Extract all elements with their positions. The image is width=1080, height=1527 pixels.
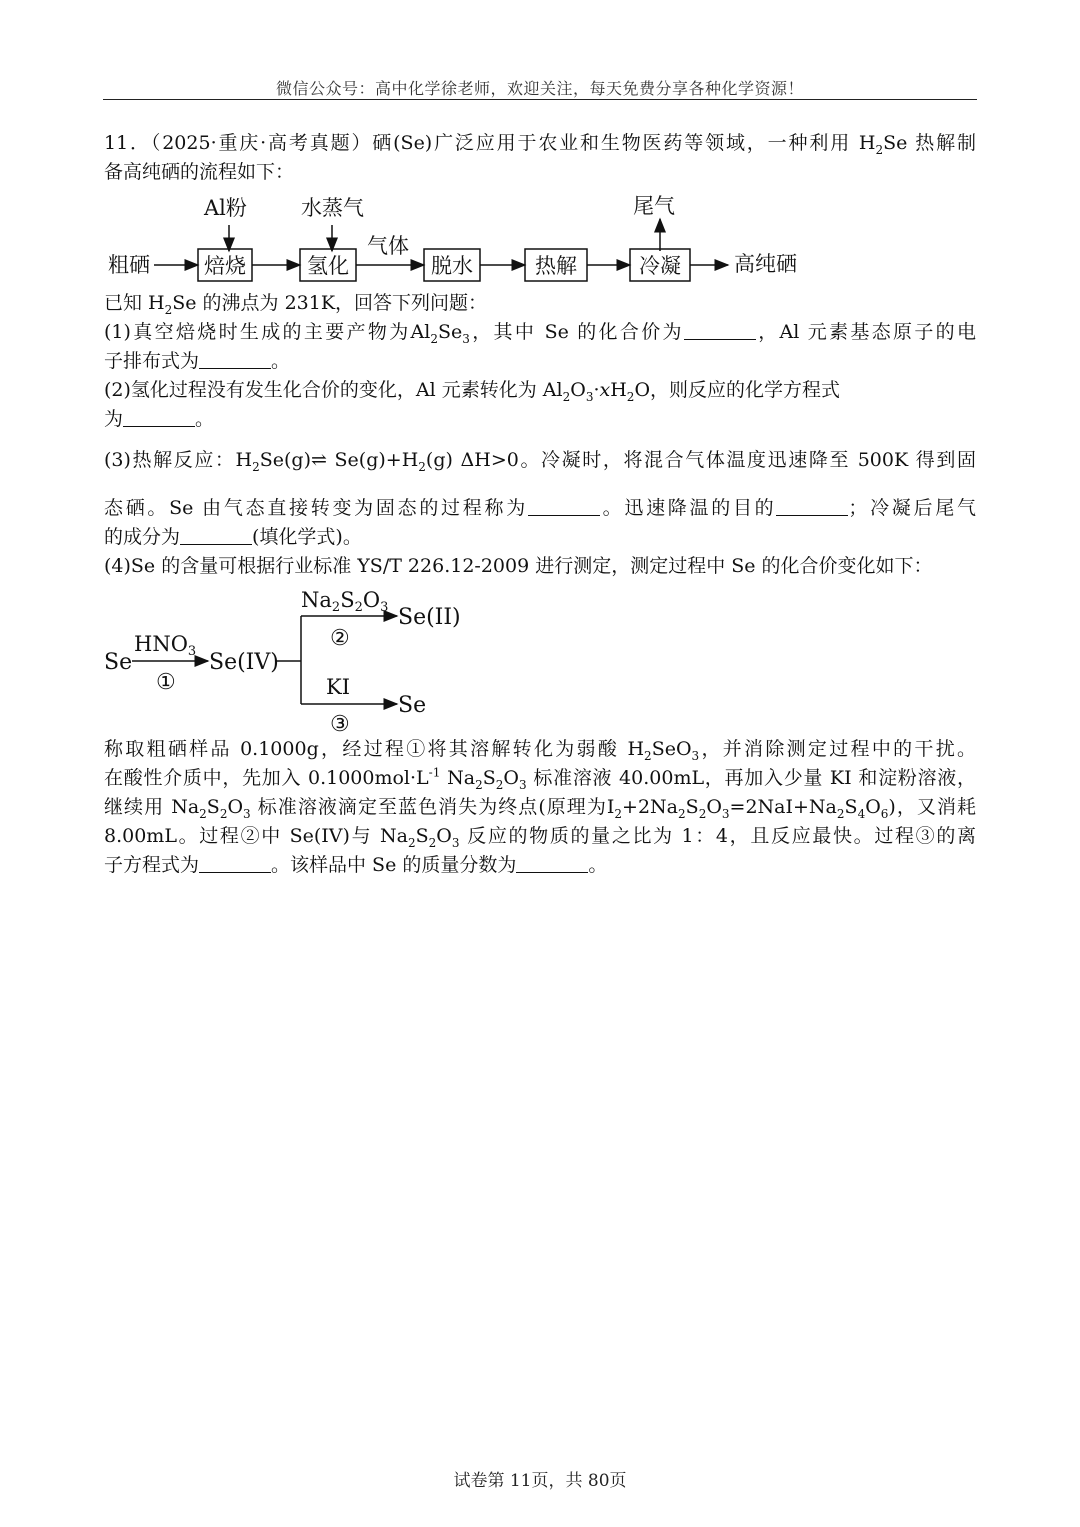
- para-l5a: 子方程式为: [104, 854, 200, 876]
- known-a: 已知 H: [104, 292, 165, 314]
- q1-f: 。: [271, 350, 291, 372]
- q2-e: H: [610, 379, 627, 401]
- para-l2b: -1: [428, 765, 441, 780]
- page-footer: 试卷第 11页，共 80页: [453, 1471, 627, 1491]
- para-l3c: O: [227, 796, 244, 818]
- q2-blank[interactable]: [123, 407, 195, 427]
- para-line-4: 8.00mL。过程②中 Se(IV)与 $Na_2S_2O_3$ 反应的物质的量之比为 1：4，且反应最快。过程③的离: [104, 825, 976, 850]
- intro-text-end: Se 热解制: [883, 132, 976, 154]
- se-end: Se: [398, 693, 427, 718]
- para-l1b: SeO: [651, 738, 692, 760]
- para-l4a: 8.00mL。过程②中 Se(IV)与 Na: [104, 825, 408, 847]
- intro-line-2: 备高纯硒的流程如下：: [104, 161, 295, 183]
- q3-d: 态硒。Se 由气态直接转变为固态的过程称为: [104, 497, 528, 519]
- para-l3b: S: [206, 796, 220, 818]
- q3-h: (填化学式)。: [252, 526, 362, 548]
- q2-g: 为: [104, 408, 124, 430]
- q4-line-1: (4)Se 的含量可根据行业标准 YS/T 226.12-2009 进行测定，测定过程中 Se 的化合价变化如下：: [104, 555, 933, 577]
- para-l4c: O: [436, 825, 452, 847]
- problem-body: [104, 129, 976, 880]
- q1-line-1: (1)真空焙烧时生成的主要产物为$Al_2Se_3$，其中 Se 的化合价为 ，Al 元素基态原子的电: [104, 321, 977, 346]
- start-crude-se: 粗硒: [108, 253, 150, 277]
- para-l3f: S: [685, 796, 699, 818]
- step-pyrolysis: 热解: [535, 254, 577, 278]
- q1-blank-1[interactable]: [684, 320, 756, 340]
- para-l5c: 。: [588, 854, 608, 876]
- q2-d: x: [599, 379, 611, 401]
- q3-blank-1[interactable]: [528, 496, 600, 516]
- q3-line-3: [104, 523, 976, 552]
- para-l3h: =2NaI+Na: [729, 796, 837, 818]
- q1-d: ，Al 元素基态原子的电: [755, 321, 977, 343]
- q1-line-2: [104, 347, 976, 376]
- q2-a: (2)氢化过程没有发生化合价的变化，Al 元素转化为 Al: [104, 379, 563, 401]
- para-l2c: Na: [440, 767, 476, 789]
- q3-line-2: [104, 494, 976, 523]
- q1-b: Se: [437, 321, 463, 343]
- exhaust-label: 尾气: [633, 194, 675, 218]
- q3-blank-2[interactable]: [776, 496, 848, 516]
- step2-marker: ②: [330, 626, 350, 651]
- step-roast: 焙烧: [204, 254, 246, 278]
- step3-marker: ③: [330, 712, 350, 735]
- q3-blank-3[interactable]: [180, 525, 252, 545]
- para-l4d: 反应的物质的量之比为 1：4，且反应最快。过程③的离: [459, 825, 976, 847]
- gas-label: 气体: [367, 234, 409, 258]
- q3-e: 。迅速降温的目的: [599, 497, 777, 519]
- ki-reagent: KI: [326, 675, 350, 699]
- step-hydrogenate: 氢化: [307, 254, 349, 278]
- hno3-reagent: HNO3: [134, 632, 197, 659]
- q2-line-1: (2)氢化过程没有发生化合价的变化，Al 元素转化为 $Al_2O_3\cdot xH_2O$，则反应的化学方程式: [104, 379, 841, 404]
- para-line-3: 继续用 $Na_2S_2O_3$ 标准溶液滴定至蓝色消失为终点(原理为$I_2+2Na_2S_2O_3=2NaI+Na_2S_4O_6$)，又消耗: [104, 796, 976, 821]
- para-l4b: S: [415, 825, 429, 847]
- mass-fraction-blank[interactable]: [516, 853, 588, 873]
- na2s2o3-reagent: Na2S2O3: [301, 589, 389, 615]
- intro-text: 11．（2025·重庆·高考真题）硒(Se)广泛应用于农业和生物医药等领域，一种利用 H: [104, 132, 876, 154]
- para-l1a: 称取粗硒样品 0.1000g，经过程①将其溶解转化为弱酸 H: [104, 738, 645, 760]
- input-steam: 水蒸气: [301, 196, 364, 220]
- ionic-equation-blank[interactable]: [199, 853, 271, 873]
- q3-b: Se(g)⇌ Se(g)+H: [259, 449, 419, 471]
- page-header: 微信公众号：高中化学徐老师，欢迎关注，每天免费分享各种化学资源！: [275, 79, 804, 98]
- step-condense: 冷凝: [639, 254, 681, 278]
- step1-marker: ①: [156, 670, 176, 695]
- q1-c: ，其中 Se 的化合价为: [469, 321, 684, 343]
- q2-f: O，则反应的化学方程式: [634, 379, 841, 401]
- para-l3k: )，又消耗: [888, 796, 976, 818]
- q1-e: 子排布式为: [104, 350, 200, 372]
- q3-a: (3)热解反应：H: [104, 449, 253, 471]
- q1-a: (1)真空焙烧时生成的主要产物为Al: [104, 321, 431, 343]
- q3-g: 的成分为: [104, 526, 181, 548]
- se-valence-diagram: [104, 589, 976, 735]
- q3-line-1: (3)热解反应：$H_2Se(g)\rightleftharpoons$ $Se(g)+H_2(g)$ ΔH>0。冷凝时，将混合气体温度迅速降至 500K 得到固: [104, 449, 976, 474]
- para-l2e: O: [503, 767, 519, 789]
- para-l3j: O: [865, 796, 881, 818]
- q1-blank-2[interactable]: [199, 349, 271, 369]
- q2-c: ·: [593, 379, 600, 401]
- process-flowchart: [104, 187, 976, 289]
- para-l2f: 标准溶液 40.00mL，再加入少量 KI 和淀粉溶液，: [526, 767, 976, 789]
- product-pure-se: 高纯硒: [734, 252, 797, 276]
- para-line-1: 称取粗硒样品 0.1000g，经过程①将其溶解转化为弱酸 $H_2SeO_3$，并消除测定过程中的干扰。: [104, 738, 976, 763]
- header-divider: [103, 99, 977, 100]
- step-dehydrate: 脱水: [431, 254, 473, 278]
- q3-f: ；冷凝后尾气: [848, 497, 976, 519]
- para-l3d: 标准溶液滴定至蓝色消失为终点(原理为I: [250, 796, 615, 818]
- q3-c: (g) ΔH>0。冷凝时，将混合气体温度迅速降至 500K 得到固: [425, 449, 976, 471]
- known-b: Se 的沸点为 231K，回答下列问题：: [172, 292, 488, 314]
- input-al-powder: Al粉: [204, 196, 247, 220]
- para-l3e: +2Na: [622, 796, 679, 818]
- para-l3i: S: [844, 796, 858, 818]
- q2-line-2: [104, 405, 976, 434]
- se-ii: Se(II): [398, 605, 461, 630]
- q2-b: O: [570, 379, 586, 401]
- se-start: Se: [104, 650, 133, 675]
- para-line-2: 在酸性介质中，先加入 $0.1000mol\cdot L^{-1}$ $Na_2S_2O_3$ 标准溶液 40.00mL，再加入少量 KI 和淀粉溶液，: [104, 765, 976, 792]
- para-line-5: [104, 851, 976, 880]
- q2-h: 。: [195, 408, 215, 430]
- intro-line-1: 11．（2025·重庆·高考真题）硒(Se)广泛应用于农业和生物医药等领域，一种利用 $H_2Se$ 热解制: [104, 132, 976, 157]
- para-l2a: 在酸性介质中，先加入 0.1000mol·L: [104, 767, 429, 789]
- known-line: 已知 $H_2Se$ 的沸点为 231K，回答下列问题：: [104, 292, 488, 317]
- para-l2d: S: [482, 767, 496, 789]
- para-l5b: 。该样品中 Se 的质量分数为: [271, 854, 517, 876]
- para-l3a: 继续用 Na: [104, 796, 200, 818]
- para-l1c: ，并消除测定过程中的干扰。: [699, 738, 976, 760]
- para-l3g: O: [706, 796, 722, 818]
- se-iv: Se(IV): [209, 650, 279, 675]
